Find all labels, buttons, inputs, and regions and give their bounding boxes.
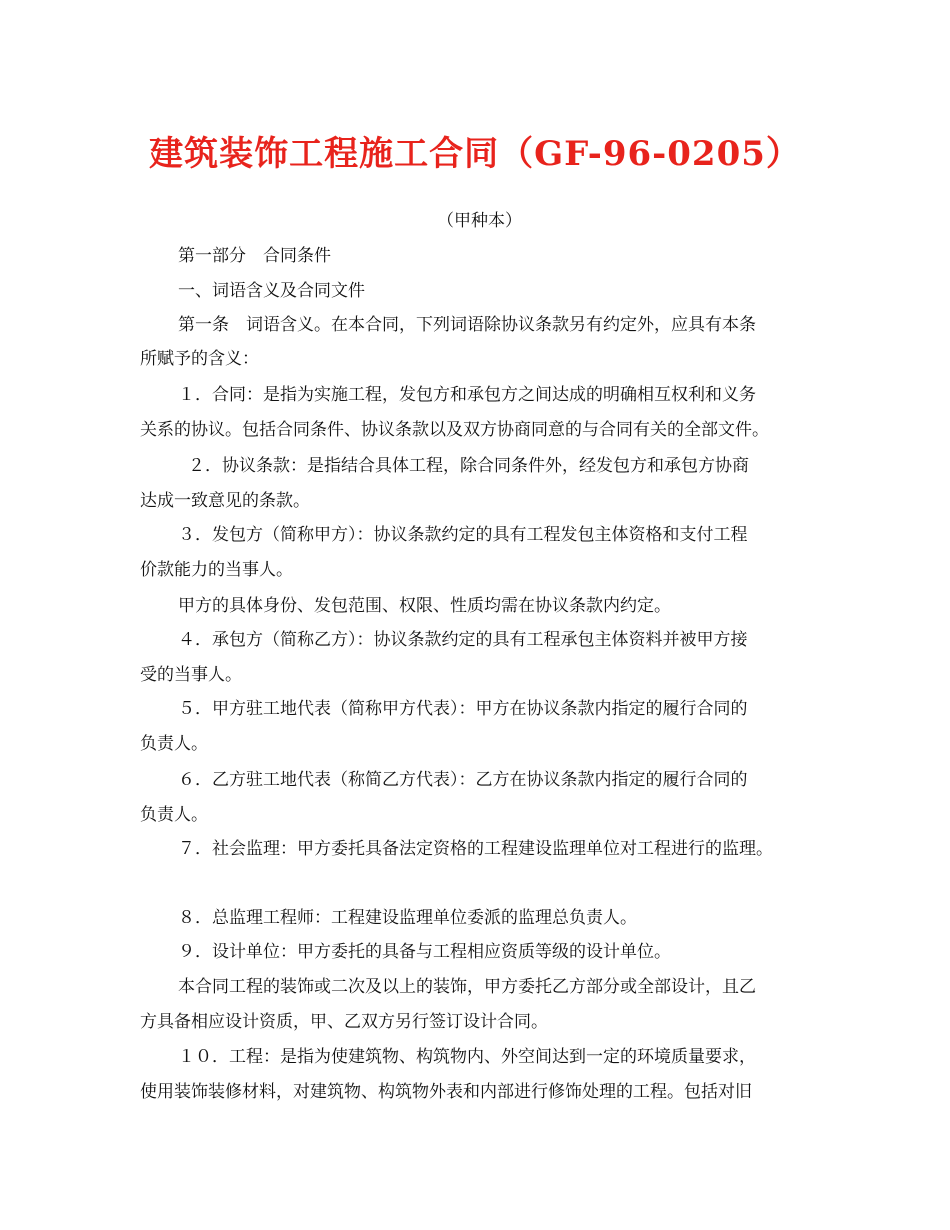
paragraph-line: ２．协议条款：是指结合具体工程，除合同条件外，经发包方和承包方协商 <box>188 456 749 476</box>
paragraph-line: １．合同：是指为实施工程，发包方和承包方之间达成的明确相互权利和义务 <box>178 385 756 405</box>
document-subtitle: （甲种本） <box>437 211 522 231</box>
paragraph-line: 负责人。 <box>140 734 208 754</box>
paragraph-line: 价款能力的当事人。 <box>140 560 293 580</box>
paragraph-line: ３．发包方（简称甲方）：协议条款约定的具有工程发包主体资格和支付工程 <box>178 525 748 545</box>
paragraph-line: １０．工程：是指为使建筑物、构筑物内、外空间达到一定的环境质量要求， <box>178 1047 756 1067</box>
paragraph-line: ８．总监理工程师：工程建设监理单位委派的监理总负责人。 <box>178 908 637 928</box>
paragraph-line: 负责人。 <box>140 805 208 825</box>
paragraph-line: 甲方的具体身份、发包范围、权限、性质均需在协议条款内约定。 <box>178 596 671 616</box>
document-title: 建筑装饰工程施工合同（GF-96-0205） <box>149 134 801 174</box>
paragraph-line: 关系的协议。包括合同条件、协议条款以及双方协商同意的与合同有关的全部文件。 <box>140 420 769 440</box>
paragraph-line: ４．承包方（简称乙方）：协议条款约定的具有工程承包主体资料并被甲方接 <box>178 630 748 650</box>
paragraph-line: ７．社会监理：甲方委托具备法定资格的工程建设监理单位对工程进行的监理。 <box>178 839 773 859</box>
paragraph-line: 达成一致意见的条款。 <box>140 491 310 511</box>
paragraph-line: 受的当事人。 <box>140 665 242 685</box>
paragraph-line: ６．乙方驻工地代表（称简乙方代表）：乙方在协议条款内指定的履行合同的 <box>178 770 748 790</box>
section-heading: 一、词语含义及合同文件 <box>178 281 365 301</box>
paragraph-line: 第一条 词语含义。在本合同，下列词语除协议条款另有约定外，应具有本条 <box>178 315 756 335</box>
paragraph-line: ５．甲方驻工地代表（简称甲方代表）：甲方在协议条款内指定的履行合同的 <box>178 699 748 719</box>
paragraph-line: 使用装饰装修材料，对建筑物、构筑物外表和内部进行修饰处理的工程。包括对旧 <box>140 1082 752 1102</box>
paragraph-line: 方具备相应设计资质，甲、乙双方另行签订设计合同。 <box>140 1012 548 1032</box>
part-heading: 第一部分 合同条件 <box>178 246 331 266</box>
paragraph-line: ９．设计单位：甲方委托的具备与工程相应资质等级的设计单位。 <box>178 942 671 962</box>
paragraph-line: 所赋予的含义： <box>140 349 259 369</box>
paragraph-line: 本合同工程的装饰或二次及以上的装饰，甲方委托乙方部分或全部设计，且乙 <box>178 977 756 997</box>
